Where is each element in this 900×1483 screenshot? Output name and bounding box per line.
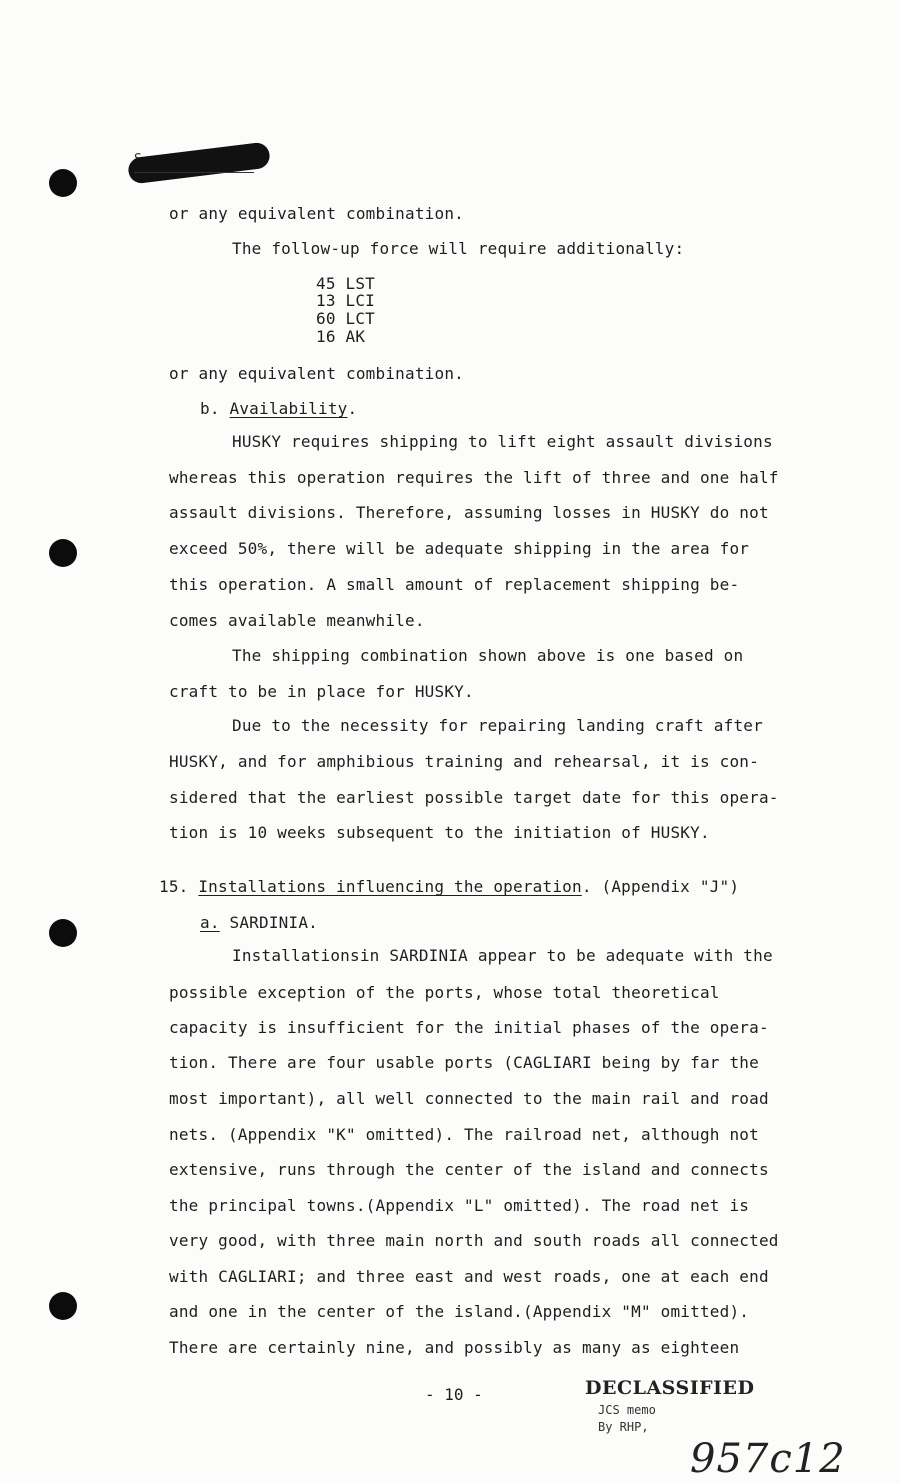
subheading-title: SARDINIA. (229, 913, 319, 932)
paragraph-line: HUSKY, and for amphibious training and rehearsal, it is con- (169, 752, 759, 771)
punch-hole (49, 539, 77, 567)
paragraph-line: with CAGLIARI; and three east and west roads, one at each end (169, 1267, 769, 1286)
paragraph-line: Due to the necessity for repairing landing craft after (232, 716, 763, 735)
paragraph-line: The shipping combination shown above is one based on (232, 646, 744, 665)
list-item: 16 AK (316, 327, 366, 346)
list-item: 13 LCI (316, 291, 375, 310)
declassified-stamp: DECLASSIFIED (585, 1377, 755, 1399)
paragraph-line: and one in the center of the island.(Appendix "M" omitted). (169, 1302, 750, 1321)
paragraph-line: whereas this operation requires the lift of three and one half (169, 468, 779, 487)
subheading-availability (200, 399, 357, 419)
punch-hole (49, 1292, 77, 1320)
section-suffix: . (Appendix "J") (581, 877, 740, 896)
body-line: or any equivalent combination. (169, 204, 464, 223)
stamp-line: JCS memo (598, 1403, 656, 1417)
body-line: The follow-up force will require additionally: (232, 239, 685, 258)
paragraph-line: extensive, runs through the center of the island and connects (169, 1160, 769, 1179)
subheading-suffix: . (347, 399, 358, 418)
redaction-mark (127, 141, 271, 184)
punch-hole (49, 919, 77, 947)
paragraph-line: craft to be in place for HUSKY. (169, 682, 474, 701)
subheading-title: Availability (229, 399, 348, 418)
classification-underline (134, 172, 254, 173)
paragraph-line: very good, with three main north and south roads all connected (169, 1231, 779, 1250)
subheading-prefix: a. (200, 913, 220, 932)
paragraph-line: this operation. A small amount of replacement shipping be- (169, 575, 740, 594)
paragraph-line: sidered that the earliest possible target date for this opera- (169, 788, 779, 807)
paragraph-line: tion. There are four usable ports (CAGLIARI being by far the (169, 1053, 759, 1072)
paragraph-line: most important), all well connected to the main rail and road (169, 1089, 769, 1108)
stamp-line: By RHP, (598, 1420, 649, 1434)
paragraph-line: comes available meanwhile. (169, 611, 425, 630)
page-number: - 10 - (425, 1385, 483, 1404)
paragraph-line: possible exception of the ports, whose total theoretical (169, 983, 720, 1002)
section-title: Installations influencing the operation (198, 877, 582, 896)
paragraph-line: capacity is insufficient for the initial phases of the opera- (169, 1018, 769, 1037)
paragraph-line: assault divisions. Therefore, assuming losses in HUSKY do not (169, 503, 769, 522)
paragraph-line: HUSKY requires shipping to lift eight assault divisions (232, 432, 773, 451)
section-number: 15. (159, 877, 189, 896)
subheading-sardinia (200, 913, 318, 933)
section-15-heading (159, 877, 739, 897)
paragraph-line: Installationsin SARDINIA appear to be adequate with the (232, 946, 773, 965)
punch-hole (49, 169, 77, 197)
paragraph-line: There are certainly nine, and possibly as many as eighteen (169, 1338, 740, 1357)
paragraph-line: nets. (Appendix "K" omitted). The railroad net, although not (169, 1125, 759, 1144)
list-item: 60 LCT (316, 309, 375, 328)
paragraph-line: exceed 50%, there will be adequate shipping in the area for (169, 539, 750, 558)
subheading-prefix: b. (200, 399, 220, 418)
paragraph-line: the principal towns.(Appendix "L" omitted). The road net is (169, 1196, 750, 1215)
body-line: or any equivalent combination. (169, 364, 464, 383)
paragraph-line: tion is 10 weeks subsequent to the initiation of HUSKY. (169, 823, 710, 842)
list-item: 45 LST (316, 274, 375, 293)
handwritten-document-id: 957c12 (690, 1436, 846, 1482)
